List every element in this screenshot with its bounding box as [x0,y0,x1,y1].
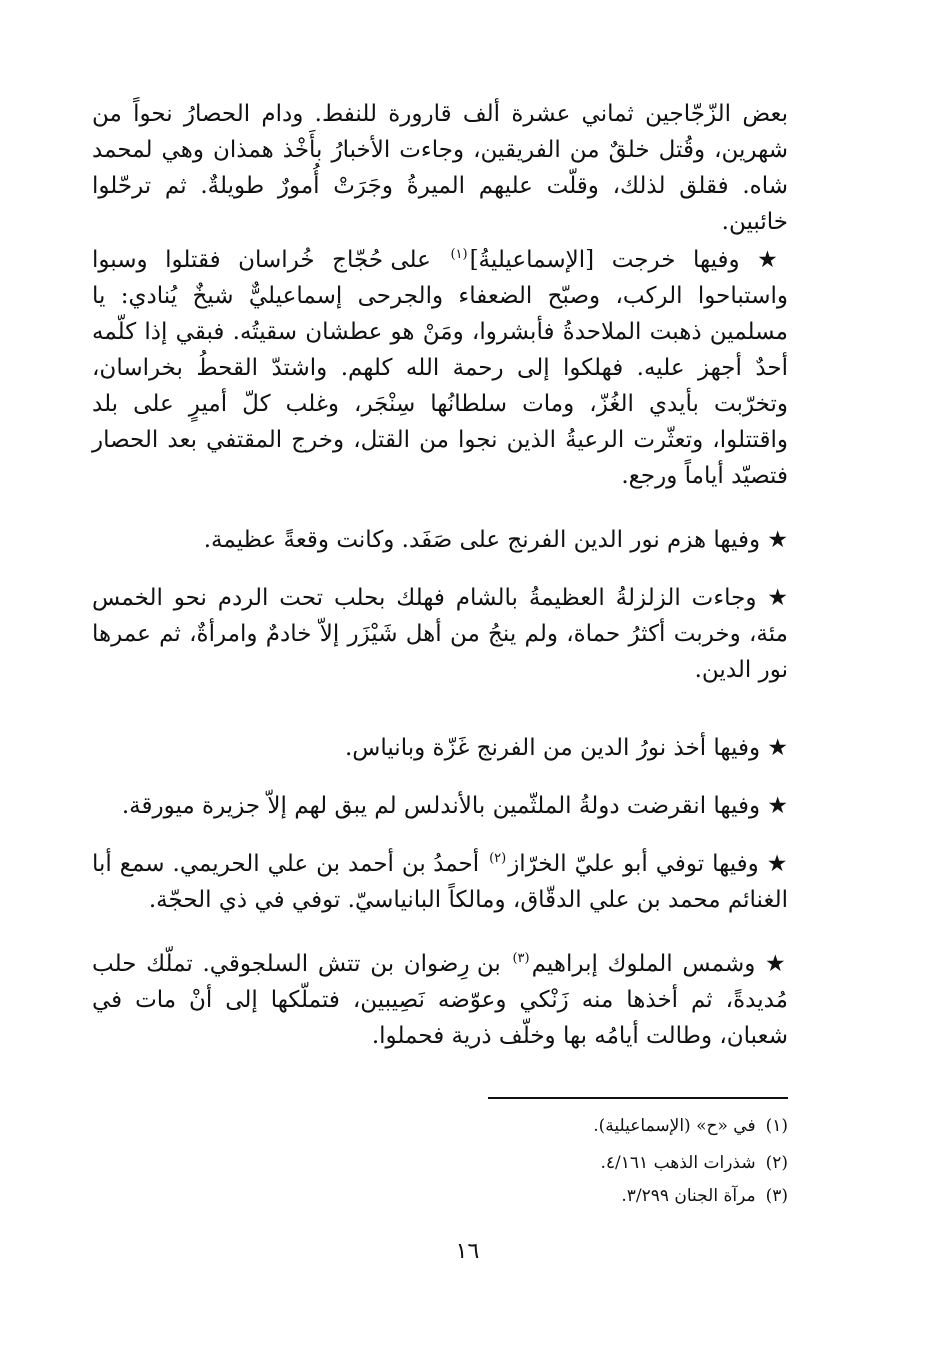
paragraph-text-before: ★ وفيها توفي أبو عليّ الخرّاز [508,851,788,877]
paragraph-text-before: ★ وفيها خرجت [الإسماعيليةُ] [469,247,789,273]
paragraph-text: ★ وفيها هزم نور الدين الفرنج على صَفَد. وكانت وقعةً عظيمة. [203,527,788,553]
footnote-text: شذرات الذهب ٤/١٦١. [600,1153,756,1173]
footnote-number: (٣) [765,1186,788,1206]
paragraph-text: ★ وفيها أخذ نورُ الدين من الفرنج غَزّة وبانياس. [344,735,788,761]
paragraph-earthquake [92,580,788,688]
paragraph-text-after: بن رِضوان بن تتش السلجوقي. تملّك حلب مُديدةً، ثم أخذها منه زَنْكي وعوّضه نَصِيبين، فتملّكها إلى أنْ مات في شعبان، وطالت أيامُه بها وخلّف ذرية فحملوا. [92,951,788,1049]
footnote-marker: (١) [450,247,468,262]
paragraph-text: ★ وجاءت الزلزلةُ العظيمةُ بالشام فهلك بحلب تحت الردم نحو الخمس مئة، وخربت أكثرُ حماة، ولم ينجُ من أهل شَيْزَر إلاّ خادمٌ وامرأةٌ، ثم عمرها نور الدين. [92,585,788,683]
footnote-text: في «ح» (الإسماعيلية). [593,1116,756,1136]
paragraph-safad [92,522,788,558]
paragraph-text-after: أحمدُ بن أحمد بن علي الحريمي. سمع أبا الغنائم محمد بن علي الدقّاق، ومالكاً البانياسيّ. توفي في ذي الحجّة. [92,851,788,913]
footnote-3 [400,1184,788,1208]
footnote-text: مرآة الجنان ٣/٢٩٩. [621,1186,756,1206]
footnote-2 [400,1151,788,1175]
paragraph-ismailis [92,242,788,494]
footnote-divider [488,1097,788,1099]
paragraph-gaza [92,730,788,766]
footnote-number: (١) [765,1116,788,1136]
paragraph-siege [92,96,788,240]
paragraph-text: بعض الزّجّاجين ثماني عشرة ألف قارورة للنفط. ودام الحصارُ نحواً من شهرين، وقُتل خلقٌ من الفريقين، وجاءت الأخبارُ بأَخْذ همذان وهي لمحمد شاه. فقلق لذلك، وقلّت عليهم الميرةُ وجَرَتْ أُمورٌ طويلةٌ. ثم ترحّلوا خائبين. [92,101,789,235]
footnote-number: (٢) [765,1153,788,1173]
paragraph-kharraz [92,846,788,918]
paragraph-andalus [92,788,788,824]
footnote-marker: (٣) [512,951,530,966]
paragraph-text-after: على حُجّاج خُراسان فقتلوا وسبوا واستباحوا الركب، وصبّح الضعفاء والجرحى إسماعيليٌّ شيخٌ يُنادي: يا مسلمين ذهبت الملاحدةُ فأبشروا، ومَنْ هو عطشان سقيتُه. فبقي إذا كلّمه أحدٌ أجهز عليه. فهلكوا إلى رحمة الله كلهم. واشتدّ القحطُ بخراسان، وتخرّبت بأيدي الغُزّ، ومات سلطانُها سِنْجَر، وغلب كلّ أميرٍ على بلد واقتتلوا، وتعثّرت الرعيةُ الذين نجوا من القتل، وخرج المقتفي بعد الحصار فتصيّد أياماً ورجع. [92,247,788,489]
footnote-marker: (٢) [489,851,507,866]
page-number: ١٦ [455,1239,480,1264]
paragraph-text-before: ★ وشمس الملوك إبراهيم [531,951,788,977]
paragraph-text: ★ وفيها انقرضت دولةُ الملثّمين بالأندلس لم يبق لهم إلاّ جزيرة ميورقة. [121,793,788,819]
footnote-1 [400,1114,788,1138]
paragraph-shams-al-muluk [92,946,788,1054]
